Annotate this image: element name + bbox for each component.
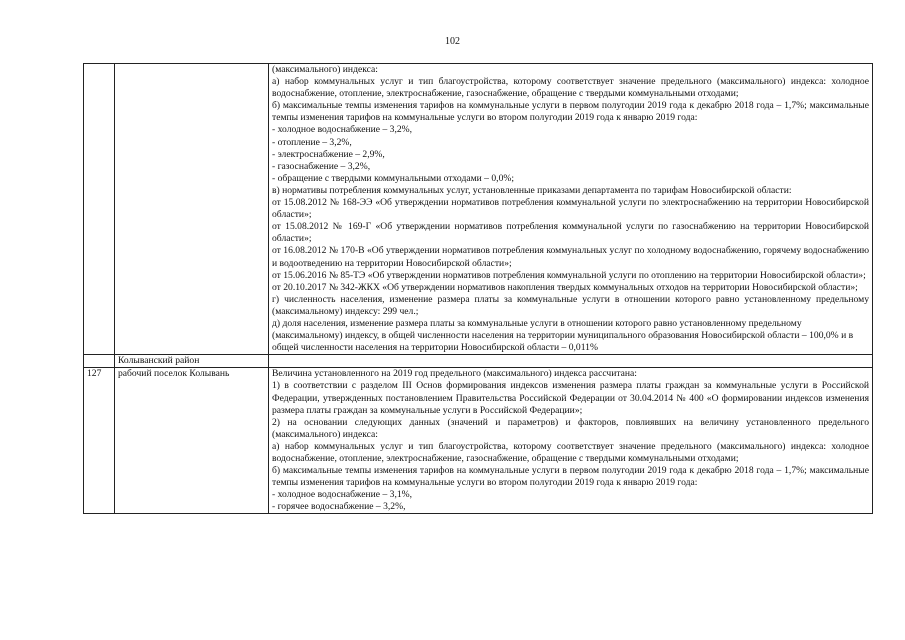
paragraph: 2) на основании следующих данных (значений и параметров) и факторов, повлиявших на величину установленного предельного (максимального) индекса: [272, 416, 869, 440]
paragraph: от 15.08.2012 № 169-Г «Об утверждении нормативов потребления коммунальной услуги по газоснабжению на территории Новосибирской области»; [272, 221, 869, 245]
paragraph: а) набор коммунальных услуг и тип благоустройства, которому соответствует значение предельного (максимального) индекса: холодное водоснабжение, отопление, электроснабжение, газоснабжение, обращение с твердыми коммунальными отходами; [272, 76, 869, 100]
paragraph: - электроснабжение – 2,9%, [272, 148, 385, 160]
settlement-cell [115, 64, 269, 355]
paragraph: в) нормативы потребления коммунальных услуг, установленные приказами департамента по тарифам Новосибирской области: [272, 184, 792, 196]
description-cell [269, 355, 873, 368]
paragraph: - отопление – 3,2%, [272, 136, 352, 148]
paragraph: от 15.06.2016 № 85-ТЭ «Об утверждении нормативов потребления коммунальной услуги по отоплению на территории Новосибирской области»; [272, 269, 866, 281]
paragraph: 1) в соответствии с разделом III Основ формирования индексов изменения размера платы граждан за коммунальные услуги в Российской Федерации, утвержденных постановлением Правительства Российской Федерации от 30.04.2014 № 400 «О формировании индексов изменения размера платы граждан за коммунальные услуги в Российской Федерации»; [272, 380, 869, 416]
table-row [84, 64, 873, 355]
paragraph: д) доля населения, изменение размера платы за коммунальные услуги в отношении которого равно установленному предельному (максимальному) индексу, в общей численности населения на территории муниципального образования Новосибирской области – 100,0% и в общей численности населения на территории Новосибирской области – 0,011% [272, 317, 854, 354]
row-number-cell [84, 355, 115, 368]
row-number-cell: 127 [84, 368, 115, 514]
row-number-cell [84, 64, 115, 355]
paragraph: г) численность населения, изменение размера платы за коммунальные услуги в отношении которого равно установленному предельному (максимальному) индексу: 299 чел.; [272, 293, 869, 317]
paragraph: Величина установленного на 2019 год предельного (максимального) индекса рассчитана: [272, 368, 637, 380]
paragraph: от 16.08.2012 № 170-В «Об утверждении нормативов потребления коммунальных услуг по холодному водоснабжению, горячему водоснабжению и водоотведению на территории Новосибирской области»; [272, 245, 869, 269]
table-row [84, 355, 873, 368]
district-name-cell: Колыванский район [115, 355, 269, 368]
description-cell [269, 64, 873, 355]
paragraph: - холодное водоснабжение – 3,2%, [272, 124, 413, 136]
paragraph: - обращение с твердыми коммунальными отходами – 0,0%; [272, 172, 515, 184]
paragraph: - холодное водоснабжение – 3,1%, [272, 489, 413, 501]
paragraph: - горячее водоснабжение – 3,2%, [272, 501, 406, 513]
table-row [84, 368, 873, 514]
page-number: 102 [445, 36, 460, 47]
tariff-index-table [83, 63, 873, 514]
paragraph: б) максимальные темпы изменения тарифов на коммунальные услуги в первом полугодии 2019 года к декабрю 2018 года – 1,7%; максимальные темпы изменения тарифов на коммунальные услуги во втором полугодии 2019 года к январю 2019 года: [272, 100, 869, 124]
description-cell [269, 368, 873, 514]
settlement-cell: рабочий поселок Колывань [115, 368, 269, 514]
paragraph: - газоснабжение – 3,2%, [272, 160, 371, 172]
paragraph: б) максимальные темпы изменения тарифов на коммунальные услуги в первом полугодии 2019 года к декабрю 2018 года – 1,7%; максимальные темпы изменения тарифов на коммунальные услуги во втором полугодии 2019 года к январю 2019 года: [272, 465, 869, 489]
paragraph: от 20.10.2017 № 342-ЖКХ «Об утверждении нормативов накопления твердых коммунальных отходов на территории Новосибирской области»; [272, 281, 858, 293]
paragraph: (максимального) индекса: [272, 64, 378, 75]
paragraph: а) набор коммунальных услуг и тип благоустройства, которому соответствует значение предельного (максимального) индекса: холодное водоснабжение, отопление, электроснабжение, газоснабжение, обращение с твердыми коммунальными отходами; [272, 440, 869, 464]
paragraph: от 15.08.2012 № 168-ЭЭ «Об утверждении нормативов потребления коммунальной услуги по электроснабжению на территории Новосибирской области»; [272, 197, 869, 221]
